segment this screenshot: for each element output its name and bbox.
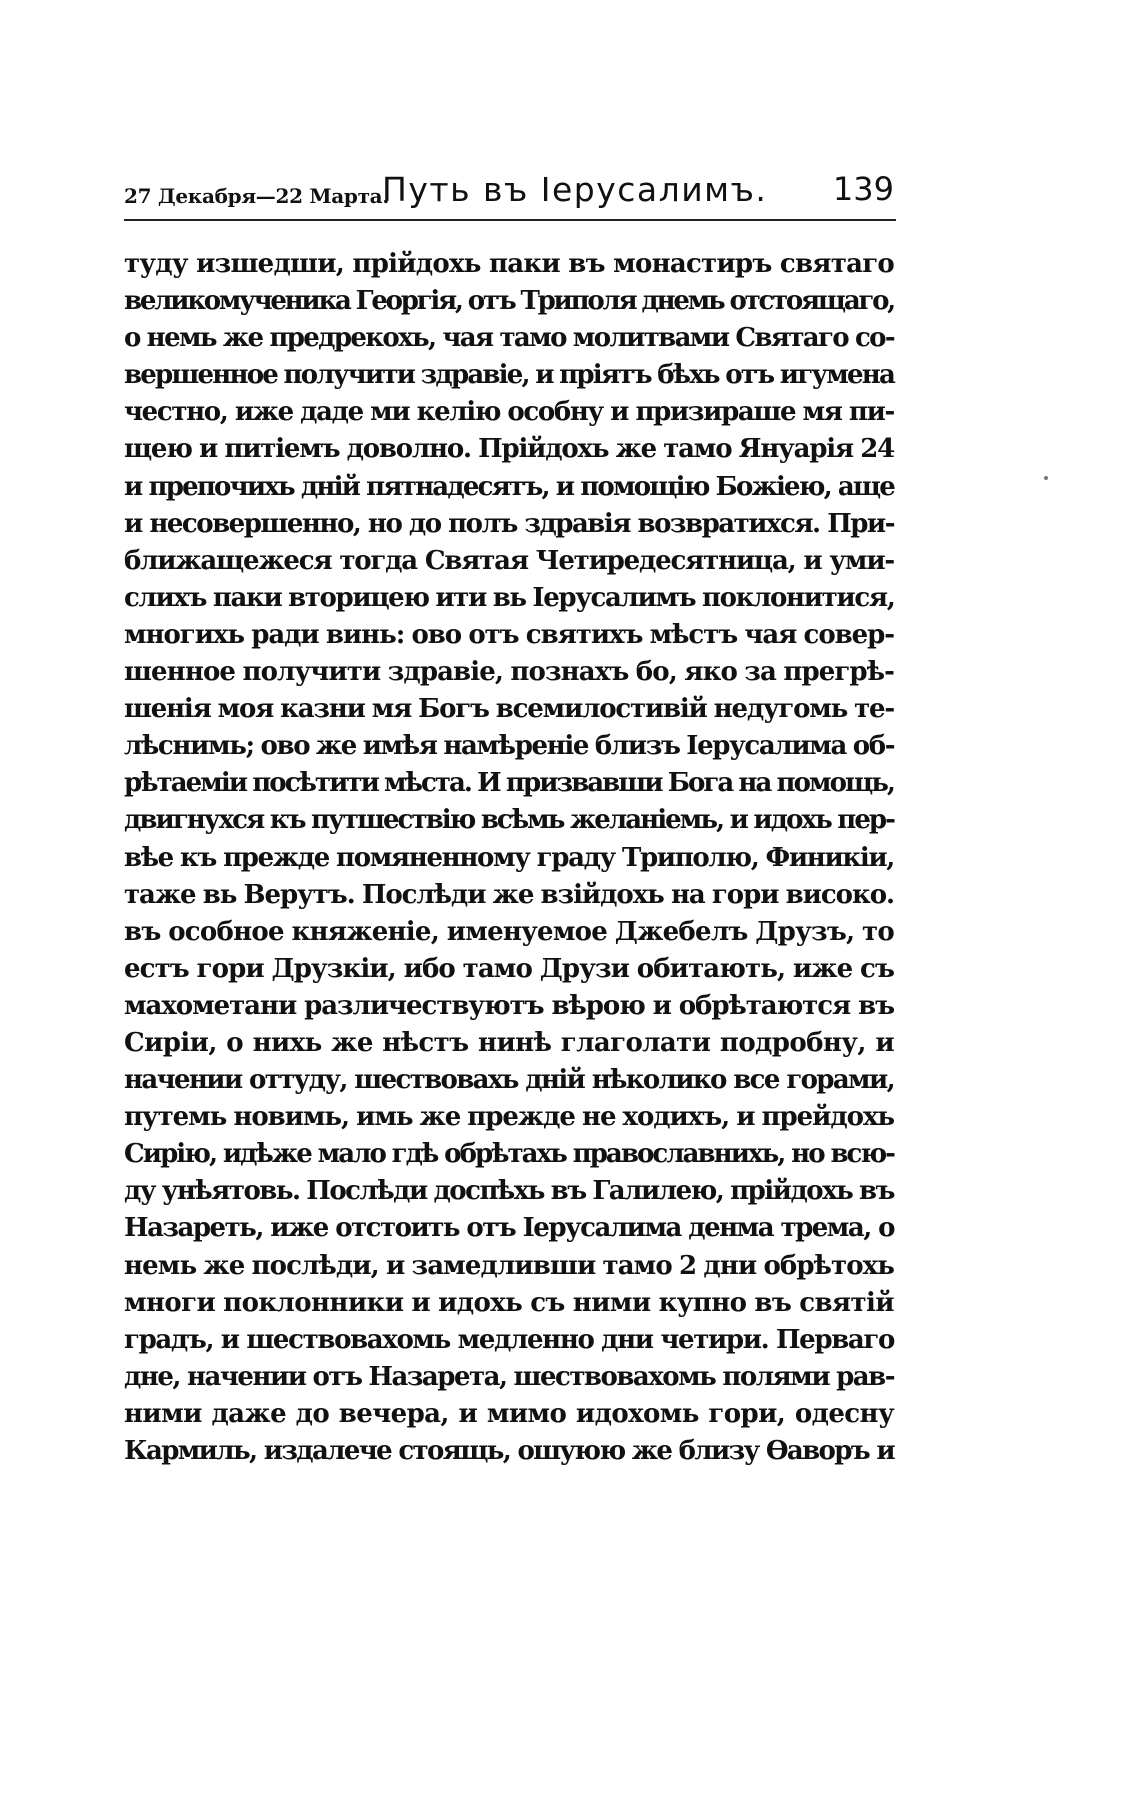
text-line: таже вь Верутъ. Послѣди же взійдохь на гори високо. [124, 879, 894, 910]
text-line: Сирію, идѣже мало гдѣ обрѣтахь православнихь, но всю- [124, 1139, 894, 1170]
text-line: ду унѣятовь. Послѣди доспѣхь въ Галилею, прійдохь въ [124, 1176, 894, 1207]
text-line: лѣснимь; ово же имѣя намѣреніе близъ Іерусалима об- [124, 731, 895, 762]
header-rule [124, 219, 896, 221]
text-line: Сиріи, о нихь же нѣстъ нинѣ глаголати подробну, и [124, 1027, 894, 1058]
text-line: Назареть, иже отстоить отъ Іерусалима денма трема, о [124, 1213, 894, 1244]
text-line: начении оттуду, шествовахь дній нѣколико все горами, [124, 1065, 894, 1096]
header-title: Путь въ Іерусалимъ. [382, 170, 768, 209]
text-line: путемь новимь, имь же прежде не ходихъ, и прейдохь [124, 1102, 894, 1133]
text-line: градъ, и шествовахомь медленно дни четири. Перваго [124, 1324, 894, 1355]
text-line: честно, иже даде ми келію особну и призираше мя пи- [124, 397, 894, 428]
text-line: въ особное княженіе, именуемое Джебелъ Друзъ, то [124, 916, 894, 947]
running-head [124, 168, 894, 218]
text-line: многихь ради винь: ово отъ святихъ мѣстъ чая совер- [124, 619, 894, 650]
text-line: рѣтаеміи посѣтити мѣста. И призвавши Бога на помощь, [124, 768, 894, 799]
header-date-range: 27 Декабря—22 Марта. [124, 184, 389, 208]
text-line: туду изшедши, прійдохь паки въ монастиръ святаго [124, 249, 894, 279]
page-number: 139 [832, 170, 894, 208]
text-line: вѣе къ прежде помяненному граду Триполю, Финикіи, [124, 842, 894, 873]
text-line: дне, начении отъ Назарета, шествовахомь полями рав- [124, 1361, 894, 1392]
text-line: Кармиль, издалече стоящь, ошуюю же близу Ѳаворъ и [124, 1436, 894, 1466]
text-line: ними даже до вечера, и мимо идохомь гори, одесну [124, 1398, 894, 1429]
text-line: многи поклонники и идохь съ ними купно въ святій [124, 1287, 894, 1318]
text-line: о немь же предрекохь, чая тамо молитвами Святаго со- [124, 323, 894, 354]
text-line: ближащежеся тогда Святая Четиредесятница, и уми- [124, 545, 894, 576]
text-line: слихъ паки вторицею ити вь Іерусалимъ поклонитися, [124, 582, 895, 613]
margin-speck [1044, 476, 1048, 480]
text-line: щею и питіемъ доволно. Прійдохь же тамо Януарія 24 [124, 434, 894, 465]
text-line: двигнухся къ путшествію всѣмь желаніемь, и идохь пер- [124, 805, 894, 836]
text-line: немь же послѣди, и замедливши тамо 2 дни обрѣтохь [124, 1250, 894, 1281]
text-line: вершенное получити здравіе, и пріятъ бѣхь отъ игумена [124, 360, 894, 391]
text-line: великомученика Георгія, отъ Триполя днемь отстоящаго, [124, 286, 894, 317]
text-line: и препочихь дній пятнадесятъ, и помощію Божіею, аще [124, 471, 894, 502]
text-line: и несовершенно, но до полъ здравія возвратихся. При- [124, 508, 894, 539]
text-line: шенія моя казни мя Богъ всемилостивій недугомь те- [124, 694, 894, 725]
body-text [124, 246, 894, 1470]
text-line: шенное получити здравіе, познахъ бо, яко за прегрѣ- [124, 657, 894, 688]
text-line: махометани различествуютъ вѣрою и обрѣтаются въ [124, 990, 894, 1021]
text-line: естъ гори Друзкіи, ибо тамо Друзи обитають, иже съ [124, 953, 894, 984]
